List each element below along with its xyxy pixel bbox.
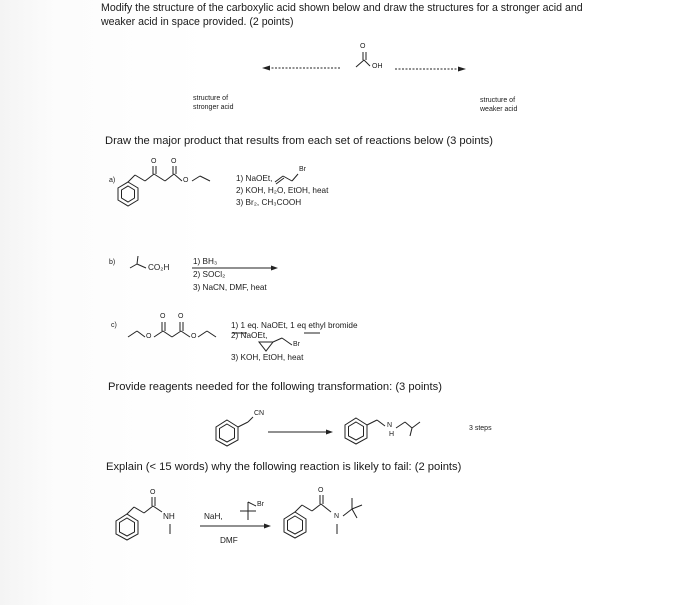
q4-reagent-nah: NaH, — [204, 512, 223, 521]
c-step2: 2) NaOEt, — [231, 331, 268, 340]
q4-nh-label: NH — [163, 512, 175, 521]
part-a-label: a) — [109, 177, 116, 184]
stronger-acid-label-2: stronger acid — [193, 104, 234, 111]
q4-br: Br — [257, 501, 264, 508]
arrow-q4 — [200, 524, 271, 529]
n-methylbenzamide-q4 — [116, 497, 170, 540]
a-step3: 3) Br₂, CH₃COOH — [236, 198, 302, 207]
c-br: Br — [293, 341, 300, 348]
a-allyl-br: Br — [299, 166, 306, 173]
phenyl-ketoester-a — [118, 166, 210, 206]
q2-heading: Draw the major product that results from each set of reactions below (3 points) — [105, 135, 494, 147]
q3-heading: Provide reagents needed for the following transformation: (3 points) — [108, 381, 442, 393]
weaker-acid-label-2: weaker acid — [480, 106, 518, 113]
part-b-label: b) — [109, 259, 116, 266]
part-c-label: c) — [111, 322, 117, 329]
tert-butyl-bromide-q4 — [240, 502, 256, 520]
acetic-acid-structure — [356, 52, 370, 67]
weaker-acid-label-1: structure of — [480, 97, 516, 104]
q4-reagent-dmf: DMF — [220, 536, 238, 545]
q4-reactant-o: O — [150, 489, 156, 496]
arrow-q3 — [268, 430, 333, 435]
c-carbonyl-o-2: O — [178, 313, 184, 320]
q1-carbonyl-o: O — [360, 43, 366, 50]
b-step1: 1) BH₃ — [193, 257, 218, 266]
arrow-to-weaker-acid — [395, 67, 466, 72]
c-step1: 1) 1 eq. NaOEt, 1 eq ethyl bromide — [231, 321, 358, 330]
q4-product-n: N — [334, 513, 340, 520]
a-ester-carbonyl-o: O — [171, 158, 177, 165]
q3-steps-label: 3 steps — [469, 425, 492, 432]
q3-cn-label: CN — [254, 410, 265, 417]
b-step3: 3) NaCN, DMF, heat — [193, 283, 267, 292]
q4-product-o: O — [318, 487, 324, 494]
q1-oh-label: OH — [372, 63, 383, 70]
a-step1: 1) NaOEt, — [236, 174, 273, 183]
a-ketone-o: O — [151, 158, 157, 165]
stronger-acid-label-1: structure of — [193, 95, 229, 102]
c-step3: 3) KOH, EtOH, heat — [231, 353, 304, 362]
amine-product-q3 — [345, 418, 420, 444]
b-co2h-label: CO₂H — [148, 263, 170, 272]
c-ester-o-left: O — [146, 333, 152, 340]
b-step2: 2) SOCl₂ — [193, 270, 226, 279]
q4-heading: Explain (< 15 words) why the following reaction is likely to fail: (2 points) — [106, 461, 462, 473]
q1-instruction-line1: Modify the structure of the carboxylic acid shown below and draw the structures for a stronger acid and — [101, 2, 583, 14]
c-carbonyl-o-1: O — [160, 313, 166, 320]
allyl-bromide-a — [275, 174, 298, 184]
q1-instruction-line2: weaker acid in space provided. (2 points) — [101, 16, 294, 28]
a-step2: 2) KOH, H₂O, EtOH, heat — [236, 186, 329, 195]
diester-c — [128, 322, 216, 337]
benzyl-cyanide-q3 — [216, 417, 253, 446]
c-ester-o-right: O — [191, 333, 197, 340]
q3-h-label: H — [389, 431, 395, 438]
q3-n-label: N — [387, 422, 393, 429]
arrow-to-stronger-acid — [262, 66, 340, 71]
isobutyric-acid-b — [130, 256, 146, 268]
tert-butyl-amide-product-q4 — [284, 495, 362, 538]
a-ester-o: O — [183, 177, 189, 184]
